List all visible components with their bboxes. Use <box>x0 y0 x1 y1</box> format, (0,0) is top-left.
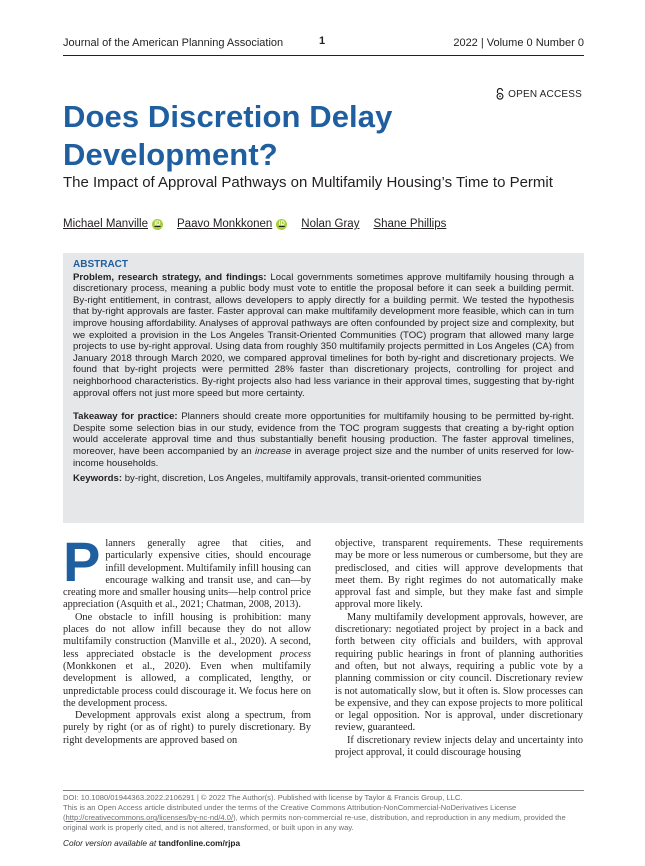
takeaway-emphasis: increase <box>254 445 292 457</box>
abstract-findings <box>73 272 574 400</box>
abstract-heading: ABSTRACT <box>73 259 128 270</box>
author-link[interactable] <box>301 218 359 230</box>
license-link[interactable]: http://creativecommons.org/licenses/by-nc-nd/4.0/ <box>65 813 234 822</box>
body-paragraph <box>63 530 311 612</box>
body-column-left <box>63 530 311 747</box>
color-version-note <box>63 838 240 848</box>
color-version-site[interactable]: tandfonline.com/rjpa <box>158 838 241 848</box>
license-text-start: This is an Open Access article distributed under the terms of the Creative Commons Attribution-NonCommercial-NoDerivatives License ( <box>63 803 517 822</box>
orcid-icon[interactable]: iD <box>152 219 163 230</box>
body-paragraph: If discretionary review injects delay and uncertainty into project approval, it could discourage housing <box>335 734 583 759</box>
open-lock-icon <box>495 88 505 100</box>
body-column-right <box>335 538 583 759</box>
doi-line: DOI: 10.1080/01944363.2022.2106291 | © 2022 The Author(s). Published with license by Taylor & Francis Group, LLC. <box>63 793 463 802</box>
paragraph-text-end: (Monkkonen et al., 2020). Even when multifamily development is allowed, a complicated, lengthy, or unpredictable process could discourage it. We focus here on the development process. <box>63 660 311 709</box>
author-link[interactable] <box>177 218 287 230</box>
paragraph-emphasis: process <box>279 648 311 660</box>
paragraph-text: One obstacle to infill housing is prohibition: many places do not allow infill because they do not allow multifamily construction (Manville et al., 2020). A second, less appreciated obstacle is the development <box>63 611 311 660</box>
body-paragraph: objective, transparent requirements. These requirements may be more or less numerous or cumbersome, but they are predisclosed, and cities will approve developments that meet them. By right regimes do not automatically make approval fast and simple, but they make fast and simple approval more likely. <box>335 538 583 611</box>
takeaway-text: Planners should create more opportunities for multifamily housing to be permitted by-right. Despite some selection bias in our study, evidence from the TOC program suggests that creating a by-right option would accelerate approval time and thus substantially benefit housing production. The faster approval timelines, moreover, have been accompanied by an <box>73 411 575 457</box>
keywords-text: by-right, discretion, Los Angeles, multifamily approvals, transit-oriented communities <box>122 473 482 485</box>
running-head <box>63 35 584 51</box>
keywords <box>73 473 574 485</box>
header-rule <box>63 55 584 56</box>
author-name[interactable]: Paavo Monkkonen <box>177 218 273 230</box>
drop-cap: P <box>63 530 101 593</box>
takeaway-text-end: in average project size and the number of units reserved for low-income households. <box>73 445 574 469</box>
author-name[interactable]: Nolan Gray <box>301 218 360 230</box>
findings-label: Problem, research strategy, and findings: <box>73 271 267 283</box>
author-name[interactable]: Michael Manville <box>63 218 149 230</box>
body-paragraph <box>63 612 311 710</box>
page-number: 1 <box>319 35 326 47</box>
orcid-icon[interactable]: iD <box>276 219 287 230</box>
article-subtitle: The Impact of Approval Pathways on Multifamily Housing’s Time to Permit <box>63 174 553 191</box>
body-paragraph: Development approvals exist along a spectrum, from purely by right (or as of right) to purely discretionary. By right developments are approved based on <box>63 710 311 746</box>
paragraph-text: lanners generally agree that cities, and particularly expensive cities, should encourage infill development. Multifamily infill housing can encourage walking and transit use, and can—by creating more and smaller housing units—help control price appreciation (Asquith et al., 2021; Chatman, 2008, 2013). <box>63 538 311 611</box>
footer-notes <box>63 793 588 833</box>
license-text-end: ), which permits non-commercial re-use, distribution, and reproduction in any medium, provided the original work is properly cited, and is not altered, transformed, or built upon in any way. <box>63 813 566 832</box>
body-paragraph: Many multifamily development approvals, however, are discretionary: negotiated project by project in a back and forth between city officials and builders, with approval requiring public hearings in front of planning authorities and often, but not always, requiring a public vote by a planning commission or city council. Discretionary review is not automatically slow, but it often is. Slow processes can be expensive, and they can expose projects to more political or legal opposition. Nor is approval, under discretionary review, guaranteed. <box>335 611 583 734</box>
author-link[interactable] <box>373 218 446 230</box>
abstract-takeaway <box>73 411 574 469</box>
issue-info: 2022 | Volume 0 Number 0 <box>453 37 584 49</box>
article-title: Does Discretion Delay Development? <box>63 99 393 172</box>
author-name[interactable]: Shane Phillips <box>373 218 447 230</box>
open-access-label: OPEN ACCESS <box>508 88 582 100</box>
findings-text: Local governments sometimes approve multifamily housing through a discretionary process, meaning a public body must vote to entitle the proposal before it can seek a building permit. By-right entitlement, in contrast, allows developers to apply directly for a building permit. We tested the hypothesis that by-right approvals are faster. Faster approval can make multifamily development more feasible, which can in turn improve housing affordability. Analyses of approval pathways are often confounded by project size and complexity, but we exploited a provision in the Los Angeles Transit-Oriented Communities (TOC) program that allowed many large projects to use by-right approval. Using data from roughly 350 multifamily projects permitted in Los Angeles (CA) from January 2018 through March 2020, we compared approval timelines for both by-right and discretionary projects. We found that by-right projects were permitted 28% faster than discretionary projects, controlling for project and neighborhood characteristics. By-right projects also had less variance in their approval times, suggesting that by-right approval offers not just more speed but more certainty. <box>73 271 574 399</box>
keywords-label: Keywords: <box>73 473 123 485</box>
takeaway-label: Takeaway for practice: <box>73 411 178 423</box>
color-version-label: Color version available at <box>63 838 159 848</box>
author-link[interactable] <box>63 218 163 230</box>
abstract-box <box>63 253 584 523</box>
author-list <box>63 218 446 230</box>
license-text <box>63 803 588 833</box>
open-access-badge <box>495 88 582 100</box>
journal-name: Journal of the American Planning Association <box>63 37 284 49</box>
footer-rule <box>63 790 584 791</box>
